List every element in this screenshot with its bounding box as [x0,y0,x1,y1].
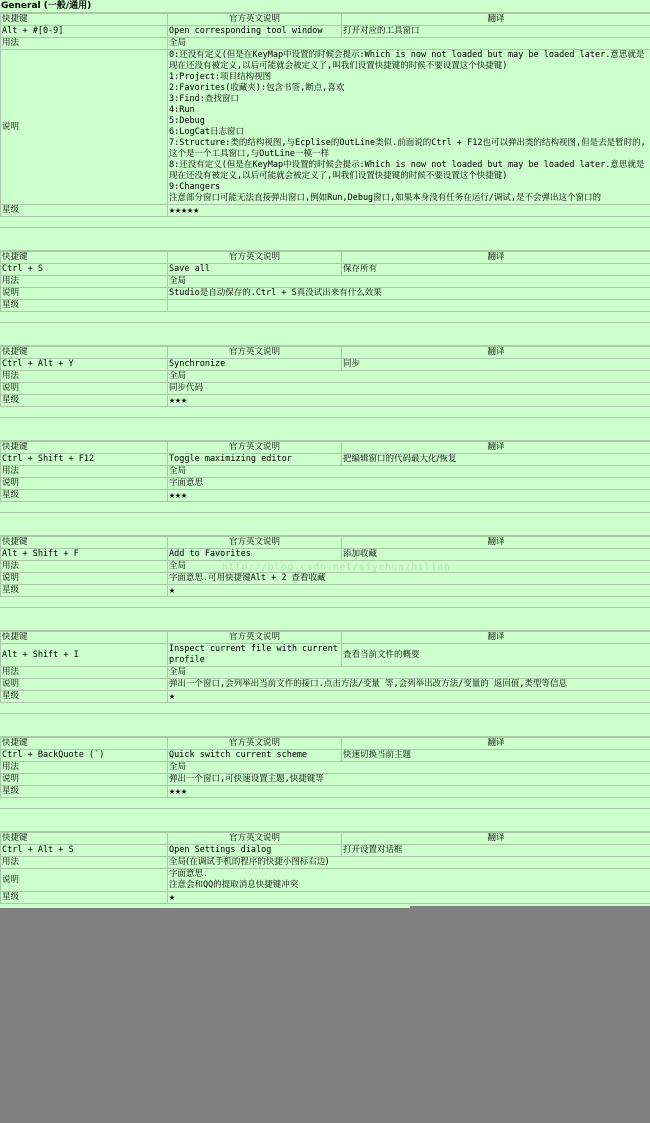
desc-line: 5:Debug [169,116,205,126]
header-key: 快捷键 [1,347,168,359]
desc-row [1,383,650,395]
header-row [1,738,650,750]
rating-row [1,205,650,217]
usage-row [1,667,650,679]
shortcut-key: Ctrl + Shift + F12 [1,454,168,466]
block-spacer [0,323,650,346]
block-spacer [0,502,650,513]
translation-text: 快速切换当前主题 [342,750,650,762]
official-description: Save all [168,264,342,276]
usage-row [1,466,650,478]
translation-text: 添加收藏 [342,549,650,561]
header-official: 官方英文说明 [168,537,342,549]
rating-label: 星级 [1,585,168,597]
desc-line: 4:Run [169,105,195,115]
shortcut-table [0,346,650,407]
desc-row [1,50,650,205]
section-title: General (一般/通用) [0,0,650,13]
usage-row [1,762,650,774]
desc-line: Studio是自动保存的.Ctrl + S真没试出来有什么效果 [169,288,382,298]
desc-label: 说明 [1,774,168,786]
official-description: Inspect current file with current profile [168,644,342,667]
desc-label: 说明 [1,573,168,585]
block-spacer [0,798,650,809]
header-official: 官方英文说明 [168,14,342,26]
desc-line: 2:Favorites(收藏夹):包含书签,断点,喜欢 [169,83,345,93]
translation-text: 打开对应的工具窗口 [342,26,650,38]
desc-row [1,288,650,300]
header-row [1,347,650,359]
header-translation: 翻译 [342,738,650,750]
shortcut-table [0,737,650,798]
rating-label: 星级 [1,300,168,312]
usage-label: 用法 [1,38,168,50]
desc-value [168,383,650,395]
shortcut-table [0,832,650,904]
shortcut-row [1,845,650,857]
desc-line: 注意会和QQ的提取消息快捷键冲突 [169,880,299,890]
desc-row [1,774,650,786]
desc-line: 字面意思. [169,869,209,879]
rating-label: 星级 [1,395,168,407]
header-official: 官方英文说明 [168,347,342,359]
rating-label: 星级 [1,691,168,703]
rating-stars: ★★★★★ [168,205,650,217]
shortcut-table [0,13,650,217]
rating-label: 星级 [1,786,168,798]
usage-value: 全局(在调试手机的程序的快捷小图标右边) [168,857,650,869]
rating-stars: ★★★ [168,786,650,798]
shortcut-key: Ctrl + BackQuote (`) [1,750,168,762]
desc-line: 字面意思.可用快捷键Alt + 2 查看收藏 [169,573,326,583]
translation-text: 打开设置对话框 [342,845,650,857]
shortcut-key: Alt + #[0-9] [1,26,168,38]
usage-label: 用法 [1,276,168,288]
shortcut-table [0,251,650,312]
shortcut-row [1,454,650,466]
desc-value [168,679,650,691]
desc-line: 6:LogCat日志窗口 [169,127,244,137]
desc-label: 说明 [1,50,168,205]
shortcut-key: Ctrl + Alt + S [1,845,168,857]
shortcut-row [1,26,650,38]
desc-value [168,288,650,300]
desc-line: 字面意思 [169,478,204,488]
desc-row [1,869,650,892]
desc-label: 说明 [1,478,168,490]
desc-line: 3:Find:查找窗口 [169,94,239,104]
usage-value: 全局 [168,466,650,478]
official-description: Open Settings dialog [168,845,342,857]
shortcut-row [1,359,650,371]
rating-label: 星级 [1,490,168,502]
header-row [1,537,650,549]
desc-line: 注意部分窗口可能无法直接弹出窗口,例如Run,Debug窗口,如果本身没有任务在运行/调试,是不会弹出这个窗口的 [169,193,602,203]
desc-row [1,573,650,585]
shortcut-blocks [0,13,650,999]
usage-label: 用法 [1,561,168,573]
header-key: 快捷键 [1,537,168,549]
desc-value [168,869,650,892]
header-official: 官方英文说明 [168,442,342,454]
desc-value [168,573,650,585]
usage-label: 用法 [1,466,168,478]
header-translation: 翻译 [342,632,650,644]
desc-line: 8:还没有定义(但是在KeyMap中设置的时候会提示:Which is now not loaded but may be loaded later.意思就是现在还没有被定义,以后可能就会被定义了,叫我们设置快捷键的时候不要设置这个快捷键) [169,160,645,181]
block-spacer [0,418,650,441]
header-translation: 翻译 [342,442,650,454]
block-spacer [0,407,650,418]
usage-value: 全局 [168,371,650,383]
header-official: 官方英文说明 [168,632,342,644]
header-row [1,632,650,644]
desc-line: 弹出一个窗口,可快速设置主题,快捷键等 [169,774,324,784]
rating-stars: ★★★ [168,490,650,502]
desc-label: 说明 [1,869,168,892]
header-row [1,833,650,845]
usage-value: 全局 [168,38,650,50]
shortcut-key: Ctrl + Alt + Y [1,359,168,371]
block-spacer [0,597,650,608]
shortcut-key: Alt + Shift + F [1,549,168,561]
block-spacer [0,608,650,631]
block-spacer [0,809,650,832]
desc-line: 9:Changers [169,182,221,192]
header-key: 快捷键 [1,252,168,264]
desc-value [168,774,650,786]
usage-value: 全局 [168,762,650,774]
usage-label: 用法 [1,762,168,774]
rating-stars: ★ [168,691,650,703]
shortcut-table [0,631,650,703]
official-description: Add to Favorites [168,549,342,561]
shortcut-row [1,750,650,762]
official-description: Toggle maximizing editor [168,454,342,466]
official-description: Quick switch current scheme [168,750,342,762]
shortcut-table [0,441,650,502]
shortcut-key: Ctrl + S [1,264,168,276]
block-spacer [0,228,650,251]
desc-label: 说明 [1,288,168,300]
header-translation: 翻译 [342,347,650,359]
header-translation: 翻译 [342,833,650,845]
header-row [1,14,650,26]
usage-value: 全局 [168,276,650,288]
watermark: http://blog.csdn.net/siyehuazhilian [222,562,451,573]
rating-row [1,585,650,597]
header-translation: 翻译 [342,14,650,26]
official-description: Open corresponding tool window [168,26,342,38]
block-spacer [0,513,650,536]
desc-label: 说明 [1,679,168,691]
translation-text: 同步 [342,359,650,371]
rating-row [1,490,650,502]
desc-line: 1:Project:项目结构视图 [169,72,272,82]
header-key: 快捷键 [1,14,168,26]
desc-row [1,478,650,490]
block-spacer [0,703,650,714]
header-key: 快捷键 [1,833,168,845]
header-official: 官方英文说明 [168,738,342,750]
usage-row [1,371,650,383]
header-key: 快捷键 [1,632,168,644]
rating-stars: ★★★ [168,395,650,407]
rating-stars: ★ [168,892,650,904]
block-spacer [0,312,650,323]
header-official: 官方英文说明 [168,252,342,264]
header-translation: 翻译 [342,537,650,549]
desc-value [168,50,650,205]
rating-label: 星级 [1,892,168,904]
rating-row [1,691,650,703]
shortcut-row [1,264,650,276]
usage-value: 全局 [168,561,650,573]
rating-row [1,786,650,798]
rating-label: 星级 [1,205,168,217]
usage-label: 用法 [1,371,168,383]
desc-line: 7:Structure:类的结构视图,与Ecplise的OutLine类似.前面说的Ctrl + F12也可以弹出类的结构视图,但是去是暂时的,这个是一个工具窗口,与OutLine一模一样 [169,138,646,159]
usage-row [1,38,650,50]
desc-line: 同步代码 [169,383,204,393]
shortcut-key: Alt + Shift + I [1,644,168,667]
desc-label: 说明 [1,383,168,395]
shortcut-row [1,644,650,667]
usage-value: 全局 [168,667,650,679]
header-official: 官方英文说明 [168,833,342,845]
header-row [1,442,650,454]
grey-overlay [0,908,650,1123]
usage-row [1,857,650,869]
rating-stars [168,300,650,312]
usage-label: 用法 [1,667,168,679]
rating-row [1,300,650,312]
header-key: 快捷键 [1,738,168,750]
desc-row [1,679,650,691]
block-spacer [0,714,650,737]
block-spacer [0,217,650,228]
header-row [1,252,650,264]
official-description: Synchronize [168,359,342,371]
desc-value [168,478,650,490]
translation-text: 查看当前文件的概要 [342,644,650,667]
desc-line: 弹出一个窗口,会列举出当前文件的接口.点击方法/变量 等,会列举出改方法/变量的 返回值,类型等信息 [169,679,567,689]
rating-row [1,395,650,407]
translation-text: 保存所有 [342,264,650,276]
header-key: 快捷键 [1,442,168,454]
translation-text: 把编辑窗口的代码最大化/恢复 [342,454,650,466]
usage-row [1,276,650,288]
rating-stars: ★ [168,585,650,597]
header-translation: 翻译 [342,252,650,264]
usage-label: 用法 [1,857,168,869]
desc-line: 0:还没有定义(但是在KeyMap中设置的时候会提示:Which is now not loaded but may be loaded later.意思就是现在还没有被定义,以后可能就会被定义了,叫我们设置快捷键的时候不要设置这个快捷键) [169,50,645,71]
rating-row [1,892,650,904]
shortcut-row [1,549,650,561]
